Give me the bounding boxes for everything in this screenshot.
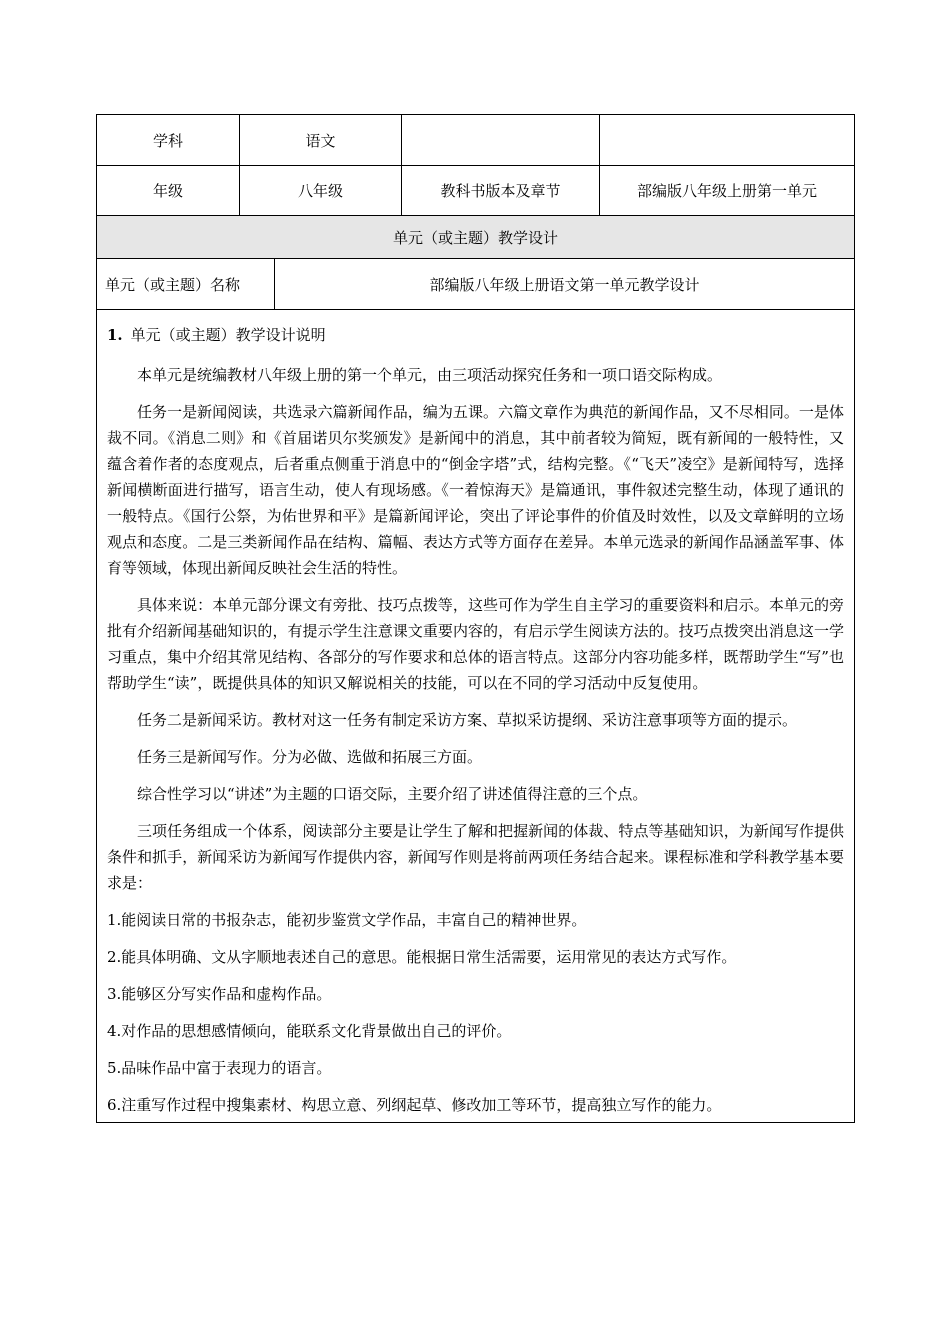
paragraph: 任务一是新闻阅读，共选录六篇新闻作品，编为五课。六篇文章作为典范的新闻作品，又不尽相同。一是体裁不同。《消息二则》和《首届诺贝尔奖颁发》是新闻中的消息，其中前者较为简短，既有新闻的一般特性，又蕴含着作者的态度观点，后者重点侧重于消息中的“倒金字塔”式，结构完整。《“飞天”凌空》是新闻特写，选择新闻横断面进行描写，语言生动，使人有现场感。《一着惊海天》是篇通讯，事件叙述完整生动，体现了通讯的一般特点。《国行公祭，为佑世界和平》是篇新闻评论，突出了评论事件的价值及时效性，以及文章鲜明的立场观点和态度。二是三类新闻作品在结构、篇幅、表达方式等方面存在差异。本单元选录的新闻作品涵盖军事、体育等领域，体现出新闻反映社会生活的特性。 [107, 403, 845, 577]
requirement-item: 4.对作品的思想感情倾向，能联系文化背景做出自己的评价。 [107, 1022, 512, 1040]
section-number: 1. [107, 326, 123, 344]
design-body [97, 310, 855, 1123]
unit-name-label: 单元（或主题）名称 [97, 259, 275, 310]
paragraph: 任务二是新闻采访。教材对这一任务有制定采访方案、草拟采访提纲、采访注意事项等方面的提示。 [137, 711, 798, 729]
unit-name-row [97, 259, 855, 310]
requirement-item: 1.能阅读日常的书报杂志，能初步鉴赏文学作品，丰富自己的精神世界。 [107, 911, 587, 929]
paragraph: 任务三是新闻写作。分为必做、选做和拓展三方面。 [137, 748, 483, 766]
requirement-item: 6.注重写作过程中搜集素材、构思立意、列纲起草、修改加工等环节，提高独立写作的能力。 [107, 1096, 722, 1114]
empty-cell [402, 115, 600, 166]
textbook-label: 教科书版本及章节 [402, 166, 600, 216]
design-heading: 单元（或主题）教学设计 [97, 216, 855, 259]
paragraph: 综合性学习以“讲述”为主题的口语交际，主要介绍了讲述值得注意的三个点。 [137, 785, 648, 803]
requirement-item: 2.能具体明确、文从字顺地表述自己的意思。能根据日常生活需要，运用常见的表达方式写作。 [107, 948, 737, 966]
requirement-item: 3.能够区分写实作品和虚构作品。 [107, 985, 332, 1003]
section-title: 单元（或主题）教学设计说明 [130, 326, 326, 344]
section-heading [107, 324, 844, 346]
textbook-value: 部编版八年级上册第一单元 [600, 166, 855, 216]
subject-value: 语文 [240, 115, 402, 166]
paragraph: 具体来说：本单元部分课文有旁批、技巧点拨等，这些可作为学生自主学习的重要资料和启示。本单元的旁批有介绍新闻基础知识的，有提示学生注意课文重要内容的，有启示学生阅读方法的。技巧点拨突出消息这一学习重点，集中介绍其常见结构、各部分的写作要求和总体的语言特点。这部分内容功能多样，既帮助学生“写”也帮助学生“读”，既提供具体的知识又解说相关的技能，可以在不同的学习活动中反复使用。 [107, 596, 845, 692]
subject-row [97, 115, 855, 166]
grade-row [97, 166, 855, 216]
requirement-item: 5.品味作品中富于表现力的语言。 [107, 1059, 332, 1077]
paragraph: 本单元是统编教材八年级上册的第一个单元，由三项活动探究任务和一项口语交际构成。 [137, 366, 723, 384]
grade-label: 年级 [97, 166, 240, 216]
grade-value: 八年级 [240, 166, 402, 216]
subject-label: 学科 [97, 115, 240, 166]
empty-cell [600, 115, 855, 166]
unit-name-value: 部编版八年级上册语文第一单元教学设计 [275, 259, 855, 310]
paragraph: 三项任务组成一个体系，阅读部分主要是让学生了解和把握新闻的体裁、特点等基础知识，为新闻写作提供条件和抓手，新闻采访为新闻写作提供内容，新闻写作则是将前两项任务结合起来。课程标准和学科教学基本要求是： [107, 822, 845, 892]
design-heading-row [97, 216, 855, 259]
unit-design-table [96, 114, 855, 1123]
design-body-row [97, 310, 855, 1123]
